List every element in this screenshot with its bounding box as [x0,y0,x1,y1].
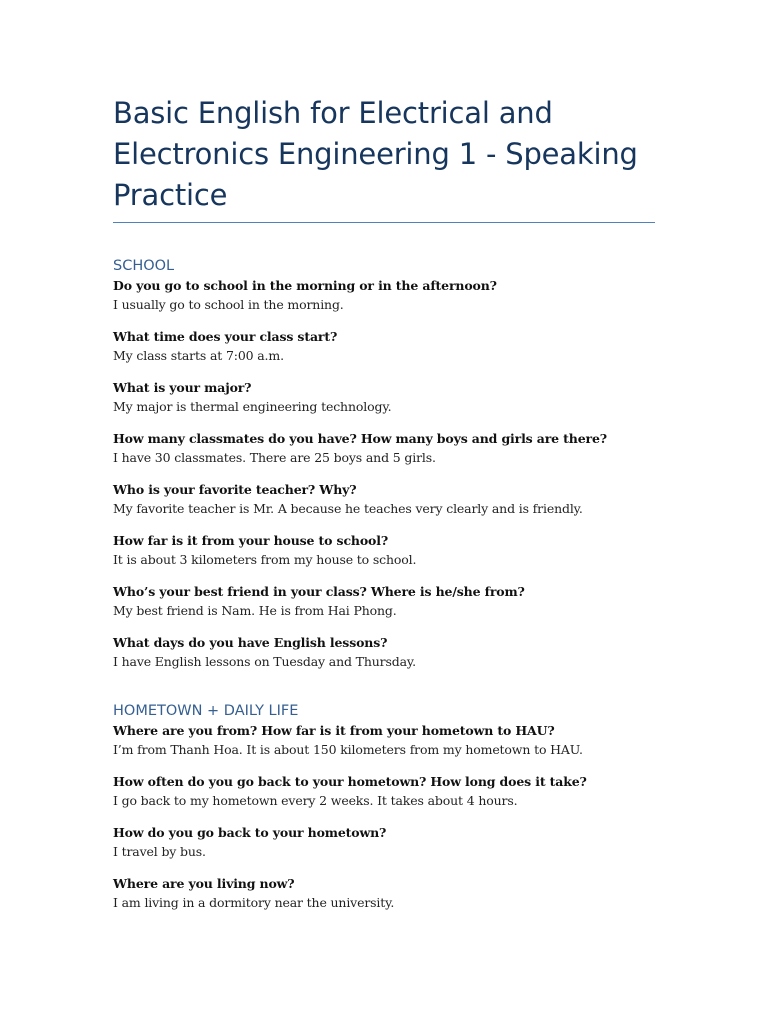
answer: My best friend is Nam. He is from Hai Phong. [113,603,397,618]
question: Do you go to school in the morning or in the afternoon? [113,278,497,293]
qa-item [113,531,655,569]
question: Who is your favorite teacher? Why? [113,482,357,497]
answer: I’m from Thanh Hoa. It is about 150 kilometers from my hometown to HAU. [113,742,583,757]
question: How do you go back to your hometown? [113,825,387,840]
title-divider [113,222,655,223]
section-heading-school: SCHOOL [113,258,175,274]
qa-item [113,480,655,518]
qa-item [113,633,655,671]
answer: My class starts at 7:00 a.m. [113,348,284,363]
qa-item [113,874,655,912]
section-hometown-list [113,721,655,912]
question: Where are you living now? [113,876,295,891]
section-school-list [113,276,655,671]
qa-item [113,721,655,759]
question: Where are you from? How far is it from your hometown to HAU? [113,723,555,738]
qa-item [113,429,655,467]
answer: I go back to my hometown every 2 weeks. It takes about 4 hours. [113,793,518,808]
qa-item [113,772,655,810]
qa-item [113,823,655,861]
answer: I have English lessons on Tuesday and Thursday. [113,654,416,669]
answer: I am living in a dormitory near the university. [113,895,395,910]
answer: I usually go to school in the morning. [113,297,344,312]
section-heading-hometown: HOMETOWN + DAILY LIFE [113,703,299,719]
qa-item [113,378,655,416]
question: What time does your class start? [113,329,338,344]
question: How many classmates do you have? How many boys and girls are there? [113,431,607,446]
qa-item [113,327,655,365]
answer: It is about 3 kilometers from my house to school. [113,552,417,567]
qa-item [113,582,655,620]
document-title: Basic English for Electrical and Electronics Engineering 1 - Speaking Practice [113,96,638,212]
answer: My favorite teacher is Mr. A because he teaches very clearly and is friendly. [113,501,583,516]
answer: My major is thermal engineering technology. [113,399,392,414]
qa-item [113,276,655,314]
question: Who’s your best friend in your class? Where is he/she from? [113,584,525,599]
answer: I travel by bus. [113,844,206,859]
answer: I have 30 classmates. There are 25 boys and 5 girls. [113,450,436,465]
question: What days do you have English lessons? [113,635,388,650]
question: What is your major? [113,380,252,395]
document-page [113,93,655,925]
question: How often do you go back to your hometown? How long does it take? [113,774,587,789]
question: How far is it from your house to school? [113,533,388,548]
